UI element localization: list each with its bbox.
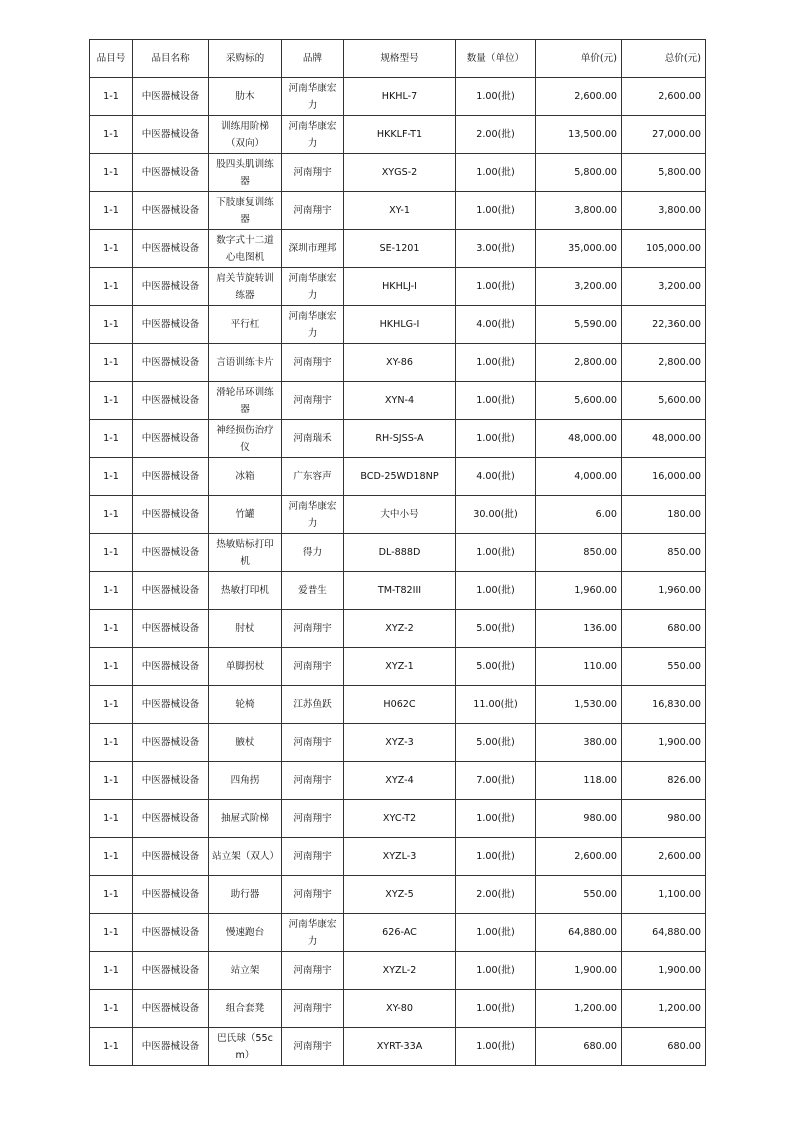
brand-cell: 河南翔宇 bbox=[282, 800, 344, 838]
table-row bbox=[90, 192, 706, 230]
brand-cell: 河南华康宏力 bbox=[282, 268, 344, 306]
procurement-item-cell: 热敏贴标打印机 bbox=[209, 534, 282, 572]
category-cell: 中医器械设备 bbox=[133, 192, 209, 230]
total-price-cell: 16,830.00 bbox=[622, 686, 706, 724]
total-price-cell: 1,900.00 bbox=[622, 724, 706, 762]
table-row bbox=[90, 420, 706, 458]
item-number-cell: 1-1 bbox=[90, 534, 133, 572]
brand-cell: 江苏鱼跃 bbox=[282, 686, 344, 724]
quantity-cell: 30.00(批) bbox=[456, 496, 536, 534]
brand-cell: 河南翔宇 bbox=[282, 876, 344, 914]
total-price-cell: 5,800.00 bbox=[622, 154, 706, 192]
procurement-item-cell: 站立架 bbox=[209, 952, 282, 990]
unit-price-cell: 5,600.00 bbox=[536, 382, 622, 420]
procurement-item-cell: 肩关节旋转训练器 bbox=[209, 268, 282, 306]
category-cell: 中医器械设备 bbox=[133, 952, 209, 990]
procurement-item-cell: 下肢康复训练器 bbox=[209, 192, 282, 230]
brand-cell: 河南翔宇 bbox=[282, 762, 344, 800]
model-cell: XYRT-33A bbox=[344, 1028, 456, 1066]
category-cell: 中医器械设备 bbox=[133, 990, 209, 1028]
procurement-item-cell: 站立架（双人） bbox=[209, 838, 282, 876]
total-price-cell: 1,900.00 bbox=[622, 952, 706, 990]
category-cell: 中医器械设备 bbox=[133, 154, 209, 192]
quantity-cell: 2.00(批) bbox=[456, 116, 536, 154]
model-cell: 大中小号 bbox=[344, 496, 456, 534]
model-cell: HKHLJ-I bbox=[344, 268, 456, 306]
brand-cell: 河南翔宇 bbox=[282, 610, 344, 648]
quantity-cell: 1.00(批) bbox=[456, 420, 536, 458]
item-number-cell: 1-1 bbox=[90, 648, 133, 686]
procurement-item-cell: 抽屉式阶梯 bbox=[209, 800, 282, 838]
procurement-item-cell: 巴氏球（55cm） bbox=[209, 1028, 282, 1066]
item-number-cell: 1-1 bbox=[90, 572, 133, 610]
item-number-cell: 1-1 bbox=[90, 724, 133, 762]
header-procurement-item: 采购标的 bbox=[209, 40, 282, 78]
total-price-cell: 16,000.00 bbox=[622, 458, 706, 496]
model-cell: XY-1 bbox=[344, 192, 456, 230]
table-row bbox=[90, 154, 706, 192]
model-cell: XYZL-3 bbox=[344, 838, 456, 876]
quantity-cell: 1.00(批) bbox=[456, 838, 536, 876]
total-price-cell: 2,800.00 bbox=[622, 344, 706, 382]
brand-cell: 河南华康宏力 bbox=[282, 306, 344, 344]
brand-cell: 河南华康宏力 bbox=[282, 78, 344, 116]
category-cell: 中医器械设备 bbox=[133, 914, 209, 952]
quantity-cell: 7.00(批) bbox=[456, 762, 536, 800]
procurement-table-page bbox=[89, 39, 706, 1066]
category-cell: 中医器械设备 bbox=[133, 458, 209, 496]
header-item-category: 品目名称 bbox=[133, 40, 209, 78]
quantity-cell: 1.00(批) bbox=[456, 572, 536, 610]
item-number-cell: 1-1 bbox=[90, 458, 133, 496]
brand-cell: 河南翔宇 bbox=[282, 1028, 344, 1066]
model-cell: H062C bbox=[344, 686, 456, 724]
item-number-cell: 1-1 bbox=[90, 496, 133, 534]
table-row bbox=[90, 990, 706, 1028]
quantity-cell: 1.00(批) bbox=[456, 990, 536, 1028]
category-cell: 中医器械设备 bbox=[133, 876, 209, 914]
brand-cell: 河南翔宇 bbox=[282, 382, 344, 420]
category-cell: 中医器械设备 bbox=[133, 686, 209, 724]
item-number-cell: 1-1 bbox=[90, 230, 133, 268]
table-row bbox=[90, 496, 706, 534]
model-cell: XYZL-2 bbox=[344, 952, 456, 990]
header-item-number: 品目号 bbox=[90, 40, 133, 78]
quantity-cell: 1.00(批) bbox=[456, 192, 536, 230]
brand-cell: 河南华康宏力 bbox=[282, 116, 344, 154]
quantity-cell: 5.00(批) bbox=[456, 648, 536, 686]
total-price-cell: 2,600.00 bbox=[622, 838, 706, 876]
procurement-item-cell: 冰箱 bbox=[209, 458, 282, 496]
category-cell: 中医器械设备 bbox=[133, 230, 209, 268]
brand-cell: 河南翔宇 bbox=[282, 838, 344, 876]
model-cell: XY-80 bbox=[344, 990, 456, 1028]
procurement-item-cell: 神经损伤治疗仪 bbox=[209, 420, 282, 458]
category-cell: 中医器械设备 bbox=[133, 572, 209, 610]
unit-price-cell: 2,600.00 bbox=[536, 838, 622, 876]
table-header-row bbox=[90, 40, 706, 78]
unit-price-cell: 1,900.00 bbox=[536, 952, 622, 990]
brand-cell: 河南华康宏力 bbox=[282, 914, 344, 952]
item-number-cell: 1-1 bbox=[90, 420, 133, 458]
unit-price-cell: 4,000.00 bbox=[536, 458, 622, 496]
quantity-cell: 1.00(批) bbox=[456, 952, 536, 990]
model-cell: XYZ-3 bbox=[344, 724, 456, 762]
model-cell: BCD-25WD18NP bbox=[344, 458, 456, 496]
unit-price-cell: 64,880.00 bbox=[536, 914, 622, 952]
procurement-item-cell: 单脚拐杖 bbox=[209, 648, 282, 686]
procurement-item-cell: 轮椅 bbox=[209, 686, 282, 724]
category-cell: 中医器械设备 bbox=[133, 382, 209, 420]
model-cell: XYN-4 bbox=[344, 382, 456, 420]
total-price-cell: 1,100.00 bbox=[622, 876, 706, 914]
procurement-item-cell: 竹罐 bbox=[209, 496, 282, 534]
unit-price-cell: 2,800.00 bbox=[536, 344, 622, 382]
header-unit-price: 单价(元) bbox=[536, 40, 622, 78]
table-row bbox=[90, 458, 706, 496]
procurement-items-table bbox=[89, 39, 706, 1066]
model-cell: RH-SJSS-A bbox=[344, 420, 456, 458]
total-price-cell: 980.00 bbox=[622, 800, 706, 838]
header-total-price: 总价(元) bbox=[622, 40, 706, 78]
total-price-cell: 826.00 bbox=[622, 762, 706, 800]
header-model: 规格型号 bbox=[344, 40, 456, 78]
quantity-cell: 1.00(批) bbox=[456, 344, 536, 382]
table-row bbox=[90, 914, 706, 952]
unit-price-cell: 1,530.00 bbox=[536, 686, 622, 724]
brand-cell: 河南瑞禾 bbox=[282, 420, 344, 458]
unit-price-cell: 110.00 bbox=[536, 648, 622, 686]
unit-price-cell: 13,500.00 bbox=[536, 116, 622, 154]
item-number-cell: 1-1 bbox=[90, 686, 133, 724]
procurement-item-cell: 肘杖 bbox=[209, 610, 282, 648]
model-cell: XY-86 bbox=[344, 344, 456, 382]
brand-cell: 河南翔宇 bbox=[282, 154, 344, 192]
quantity-cell: 5.00(批) bbox=[456, 610, 536, 648]
total-price-cell: 1,960.00 bbox=[622, 572, 706, 610]
procurement-item-cell: 肋木 bbox=[209, 78, 282, 116]
item-number-cell: 1-1 bbox=[90, 990, 133, 1028]
brand-cell: 河南翔宇 bbox=[282, 648, 344, 686]
model-cell: XYGS-2 bbox=[344, 154, 456, 192]
category-cell: 中医器械设备 bbox=[133, 496, 209, 534]
model-cell: SE-1201 bbox=[344, 230, 456, 268]
table-row bbox=[90, 116, 706, 154]
unit-price-cell: 380.00 bbox=[536, 724, 622, 762]
procurement-item-cell: 慢速跑台 bbox=[209, 914, 282, 952]
category-cell: 中医器械设备 bbox=[133, 306, 209, 344]
unit-price-cell: 5,800.00 bbox=[536, 154, 622, 192]
quantity-cell: 1.00(批) bbox=[456, 1028, 536, 1066]
procurement-item-cell: 滑轮吊环训练器 bbox=[209, 382, 282, 420]
category-cell: 中医器械设备 bbox=[133, 724, 209, 762]
total-price-cell: 22,360.00 bbox=[622, 306, 706, 344]
item-number-cell: 1-1 bbox=[90, 838, 133, 876]
procurement-item-cell: 热敏打印机 bbox=[209, 572, 282, 610]
quantity-cell: 1.00(批) bbox=[456, 268, 536, 306]
item-number-cell: 1-1 bbox=[90, 1028, 133, 1066]
item-number-cell: 1-1 bbox=[90, 192, 133, 230]
procurement-item-cell: 四角拐 bbox=[209, 762, 282, 800]
table-row bbox=[90, 534, 706, 572]
category-cell: 中医器械设备 bbox=[133, 610, 209, 648]
brand-cell: 河南华康宏力 bbox=[282, 496, 344, 534]
item-number-cell: 1-1 bbox=[90, 268, 133, 306]
unit-price-cell: 5,590.00 bbox=[536, 306, 622, 344]
model-cell: HKHLG-I bbox=[344, 306, 456, 344]
item-number-cell: 1-1 bbox=[90, 800, 133, 838]
unit-price-cell: 3,200.00 bbox=[536, 268, 622, 306]
category-cell: 中医器械设备 bbox=[133, 1028, 209, 1066]
model-cell: XYZ-1 bbox=[344, 648, 456, 686]
table-row bbox=[90, 838, 706, 876]
quantity-cell: 3.00(批) bbox=[456, 230, 536, 268]
table-row bbox=[90, 876, 706, 914]
brand-cell: 河南翔宇 bbox=[282, 952, 344, 990]
unit-price-cell: 680.00 bbox=[536, 1028, 622, 1066]
total-price-cell: 105,000.00 bbox=[622, 230, 706, 268]
unit-price-cell: 850.00 bbox=[536, 534, 622, 572]
procurement-item-cell: 训练用阶梯（双向） bbox=[209, 116, 282, 154]
table-row bbox=[90, 268, 706, 306]
quantity-cell: 4.00(批) bbox=[456, 306, 536, 344]
brand-cell: 得力 bbox=[282, 534, 344, 572]
brand-cell: 河南翔宇 bbox=[282, 344, 344, 382]
category-cell: 中医器械设备 bbox=[133, 420, 209, 458]
procurement-item-cell: 组合套凳 bbox=[209, 990, 282, 1028]
category-cell: 中医器械设备 bbox=[133, 344, 209, 382]
brand-cell: 广东容声 bbox=[282, 458, 344, 496]
table-row bbox=[90, 344, 706, 382]
total-price-cell: 27,000.00 bbox=[622, 116, 706, 154]
item-number-cell: 1-1 bbox=[90, 762, 133, 800]
table-body bbox=[90, 78, 706, 1066]
table-row bbox=[90, 724, 706, 762]
total-price-cell: 180.00 bbox=[622, 496, 706, 534]
procurement-item-cell: 数字式十二道心电图机 bbox=[209, 230, 282, 268]
unit-price-cell: 118.00 bbox=[536, 762, 622, 800]
table-row bbox=[90, 648, 706, 686]
total-price-cell: 3,200.00 bbox=[622, 268, 706, 306]
unit-price-cell: 1,960.00 bbox=[536, 572, 622, 610]
table-row bbox=[90, 686, 706, 724]
brand-cell: 河南翔宇 bbox=[282, 990, 344, 1028]
total-price-cell: 5,600.00 bbox=[622, 382, 706, 420]
item-number-cell: 1-1 bbox=[90, 610, 133, 648]
header-quantity: 数量（单位） bbox=[456, 40, 536, 78]
category-cell: 中医器械设备 bbox=[133, 268, 209, 306]
table-row bbox=[90, 610, 706, 648]
model-cell: XYZ-2 bbox=[344, 610, 456, 648]
quantity-cell: 11.00(批) bbox=[456, 686, 536, 724]
item-number-cell: 1-1 bbox=[90, 116, 133, 154]
model-cell: XYZ-4 bbox=[344, 762, 456, 800]
unit-price-cell: 136.00 bbox=[536, 610, 622, 648]
quantity-cell: 1.00(批) bbox=[456, 154, 536, 192]
table-row bbox=[90, 952, 706, 990]
total-price-cell: 680.00 bbox=[622, 610, 706, 648]
unit-price-cell: 6.00 bbox=[536, 496, 622, 534]
unit-price-cell: 2,600.00 bbox=[536, 78, 622, 116]
procurement-item-cell: 平行杠 bbox=[209, 306, 282, 344]
item-number-cell: 1-1 bbox=[90, 382, 133, 420]
category-cell: 中医器械设备 bbox=[133, 648, 209, 686]
unit-price-cell: 1,200.00 bbox=[536, 990, 622, 1028]
item-number-cell: 1-1 bbox=[90, 154, 133, 192]
model-cell: XYZ-5 bbox=[344, 876, 456, 914]
table-row bbox=[90, 306, 706, 344]
model-cell: HKKLF-T1 bbox=[344, 116, 456, 154]
quantity-cell: 5.00(批) bbox=[456, 724, 536, 762]
quantity-cell: 1.00(批) bbox=[456, 78, 536, 116]
unit-price-cell: 48,000.00 bbox=[536, 420, 622, 458]
total-price-cell: 2,600.00 bbox=[622, 78, 706, 116]
item-number-cell: 1-1 bbox=[90, 78, 133, 116]
item-number-cell: 1-1 bbox=[90, 876, 133, 914]
category-cell: 中医器械设备 bbox=[133, 762, 209, 800]
table-row bbox=[90, 762, 706, 800]
brand-cell: 深圳市理邦 bbox=[282, 230, 344, 268]
total-price-cell: 680.00 bbox=[622, 1028, 706, 1066]
brand-cell: 河南翔宇 bbox=[282, 724, 344, 762]
total-price-cell: 850.00 bbox=[622, 534, 706, 572]
procurement-item-cell: 腋杖 bbox=[209, 724, 282, 762]
table-row bbox=[90, 1028, 706, 1066]
unit-price-cell: 980.00 bbox=[536, 800, 622, 838]
quantity-cell: 1.00(批) bbox=[456, 914, 536, 952]
procurement-item-cell: 助行器 bbox=[209, 876, 282, 914]
quantity-cell: 1.00(批) bbox=[456, 382, 536, 420]
unit-price-cell: 35,000.00 bbox=[536, 230, 622, 268]
model-cell: XYC-T2 bbox=[344, 800, 456, 838]
total-price-cell: 64,880.00 bbox=[622, 914, 706, 952]
category-cell: 中医器械设备 bbox=[133, 534, 209, 572]
category-cell: 中医器械设备 bbox=[133, 116, 209, 154]
model-cell: TM-T82III bbox=[344, 572, 456, 610]
category-cell: 中医器械设备 bbox=[133, 800, 209, 838]
total-price-cell: 1,200.00 bbox=[622, 990, 706, 1028]
total-price-cell: 550.00 bbox=[622, 648, 706, 686]
table-row bbox=[90, 572, 706, 610]
brand-cell: 河南翔宇 bbox=[282, 192, 344, 230]
brand-cell: 爱普生 bbox=[282, 572, 344, 610]
table-row bbox=[90, 78, 706, 116]
item-number-cell: 1-1 bbox=[90, 952, 133, 990]
procurement-item-cell: 言语训练卡片 bbox=[209, 344, 282, 382]
model-cell: 626-AC bbox=[344, 914, 456, 952]
quantity-cell: 2.00(批) bbox=[456, 876, 536, 914]
unit-price-cell: 550.00 bbox=[536, 876, 622, 914]
model-cell: HKHL-7 bbox=[344, 78, 456, 116]
quantity-cell: 4.00(批) bbox=[456, 458, 536, 496]
total-price-cell: 48,000.00 bbox=[622, 420, 706, 458]
unit-price-cell: 3,800.00 bbox=[536, 192, 622, 230]
item-number-cell: 1-1 bbox=[90, 914, 133, 952]
item-number-cell: 1-1 bbox=[90, 306, 133, 344]
category-cell: 中医器械设备 bbox=[133, 78, 209, 116]
table-row bbox=[90, 230, 706, 268]
table-row bbox=[90, 382, 706, 420]
header-brand: 品牌 bbox=[282, 40, 344, 78]
category-cell: 中医器械设备 bbox=[133, 838, 209, 876]
quantity-cell: 1.00(批) bbox=[456, 534, 536, 572]
item-number-cell: 1-1 bbox=[90, 344, 133, 382]
model-cell: DL-888D bbox=[344, 534, 456, 572]
total-price-cell: 3,800.00 bbox=[622, 192, 706, 230]
procurement-item-cell: 股四头肌训练器 bbox=[209, 154, 282, 192]
table-row bbox=[90, 800, 706, 838]
quantity-cell: 1.00(批) bbox=[456, 800, 536, 838]
